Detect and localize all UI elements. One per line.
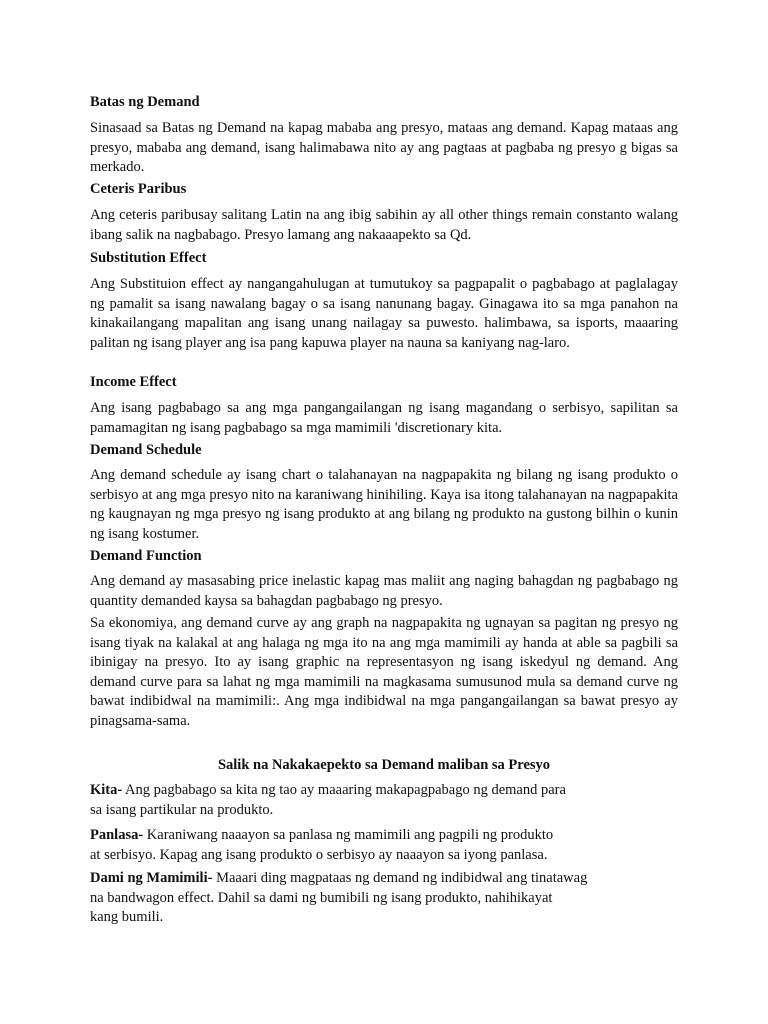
paragraph-income-effect: Ang isang pagbabago sa ang mga pangangailangan ng isang magandang o serbisyo, sapilitan sa pamamagitan ng isang pagbabago sa mga mamimili 'discretionary kita. (90, 400, 678, 436)
text-panlasa-line1: Karaniwang naaayon sa panlasa ng mamimili ang pagpili ng produkto (143, 827, 554, 843)
heading-batas-ng-demand: Batas ng Demand (90, 94, 200, 110)
paragraph-substitution-effect: Ang Substituion effect ay nangangahulugan at tumutukoy sa pagpapalit o pagbabago at paglalagay ng pamalit sa isang nawalang bagay o sa isang nanunang bagay. Ginagawa ito sa mga panahon na kinakailangang mapalitan ang isang unang nailagay sa puwesto. halimbawa, sa isports, maaaring palitan ng isang player ang isa pang kapuwa player na nauna sa kaniyang nag-laro. (90, 276, 678, 351)
heading-substitution-effect: Substitution Effect (90, 250, 207, 266)
item-dami-ng-mamimili (90, 869, 590, 928)
label-kita: Kita- (90, 782, 123, 798)
heading-demand-schedule: Demand Schedule (90, 442, 202, 458)
text-dami-line1: Maaari ding magpataas ng demand ng indibidwal ang tinatawag (212, 870, 588, 886)
text-dami-line3: kang bumili. (90, 909, 164, 925)
heading-income-effect: Income Effect (90, 374, 177, 390)
heading-salik: Salik na Nakakaepekto sa Demand maliban sa Presyo (217, 757, 551, 773)
paragraph-batas-ng-demand: Sinasaad sa Batas ng Demand na kapag mababa ang presyo, mataas ang demand. Kapag mataas ang presyo, mababa ang demand, isang halimabawa nito ay ang pagtaas at pagbaba ng presyo g bigas sa merkado. (90, 120, 678, 175)
heading-demand-function: Demand Function (90, 548, 202, 564)
label-panlasa: Panlasa- (90, 827, 144, 843)
paragraph-demand-schedule: Ang demand schedule ay isang chart o talahanayan na nagpapakita ng bilang ng isang produkto o serbisyo at ang mga presyo nito na karaniwang hinihiling. Kaya isa itong talahanayan na nagpapakita ng kaugnayan ng mga presyo ng isang produkto at ang bilang ng produkto na gustong bilhin o kunin ng isang kostumer. (90, 467, 678, 542)
label-dami-ng-mamimili: Dami ng Mamimili- (90, 870, 213, 886)
heading-ceteris-paribus: Ceteris Paribus (90, 181, 187, 197)
text-kita-line1: Ang pagbabago sa kita ng tao ay maaaring makapagpabago ng demand para (122, 782, 566, 798)
text-panlasa-line2: at serbisyo. Kapag ang isang produkto o serbisyo ay naaayon sa iyong panlasa. (90, 846, 548, 863)
text-dami-line2: na bandwagon effect. Dahil sa dami ng bumibili ng isang produkto, nahihikayat (90, 889, 553, 906)
text-kita-line2: sa isang partikular na produkto. (90, 801, 274, 818)
paragraph-ceteris-paribus: Ang ceteris paribusay salitang Latin na ang ibig sabihin ay all other things remain constanto walang ibang salik na nagbabago. Presyo lamang ang nakaaapekto sa Qd. (90, 207, 678, 243)
item-kita (90, 781, 590, 820)
paragraph-demand-function: Ang demand ay masasabing price inelastic kapag mas maliit ang naging bahagdan ng pagbabago ng quantity demanded kaysa sa bahagdan pagbabago ng presyo. (90, 573, 678, 609)
item-panlasa (90, 826, 590, 865)
paragraph-demand-curve: Sa ekonomiya, ang demand curve ay ang graph na nagpapakita ng ugnayan sa pagitan ng presyo ng isang tiyak na kalakal at ang halaga ng mga ito na ang mga mamimili ay handa at able sa pagbili sa ibinigay na presyo. Ito ay isang graphic na representasyon ng isang iskedyul ng demand. Ang demand curve para sa lahat ng mga mamimili na magkasama sumusunod mula sa demand curve ng bawat indibidwal na mamimili:. Ang mga indibidwal na mga pangangailangan sa bawat presyo ay pinagsama-sama. (90, 615, 678, 729)
